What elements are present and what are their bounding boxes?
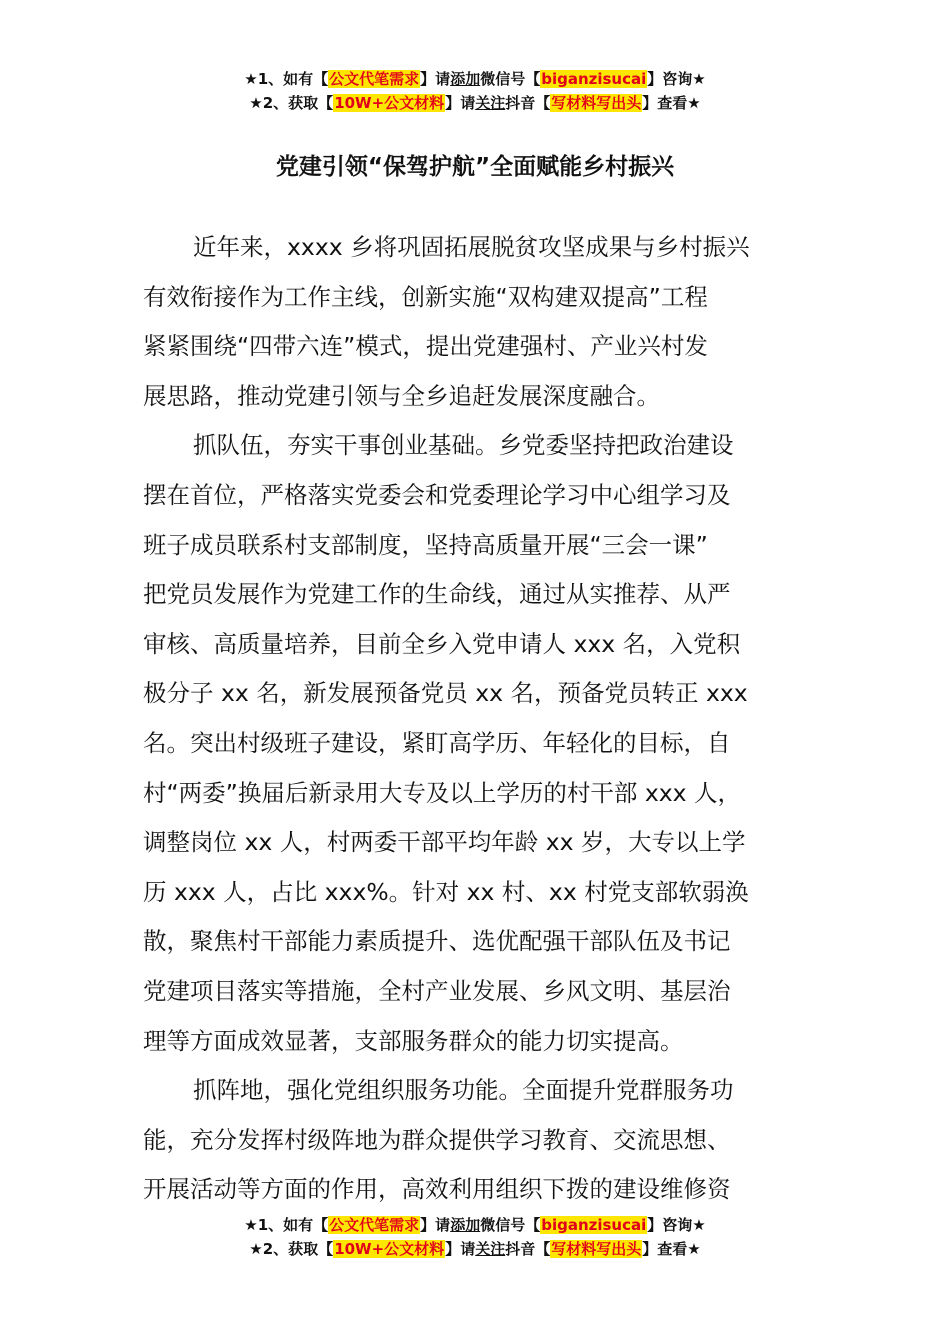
body-line: 历 xxx 人，占比 xxx%。针对 xx 村、xx 村党支部软弱涣: [143, 877, 749, 906]
highlight-service: 公文代笔需求: [329, 70, 420, 88]
body-line: 班子成员联系村支部制度，坚持高质量开展“三会一课”: [143, 530, 708, 559]
body-line: 有效衔接作为工作主线，创新实施“双构建双提高”工程: [143, 282, 708, 311]
highlight-douyin-account: 写材料写出头: [551, 1240, 642, 1258]
banner-line-2: ★2、获取【10W+公文材料】请关注抖音【写材料写出头】查看★: [249, 94, 701, 112]
body-line: 散，聚焦村干部能力素质提升、选优配强干部队伍及书记: [143, 927, 731, 956]
body-line: 展思路，推动党建引领与全乡追赶发展深度融合。: [143, 381, 660, 410]
highlight-materials: 10W+公文材料: [334, 94, 445, 112]
highlight-wechat-id: biganzisucai: [541, 70, 647, 88]
banner-line-1: ★1、如有【公文代笔需求】请添加微信号【biganzisucai】咨询★: [244, 1216, 706, 1234]
body-line: 抓阵地，强化党组织服务功能。全面提升党群服务功: [193, 1076, 734, 1105]
body-line: 摆在首位，严格落实党委会和党委理论学习中心组学习及: [143, 480, 731, 509]
body-line: 紧紧围绕“四带六连”模式，提出党建强村、产业兴村发: [143, 332, 708, 361]
document-body: [143, 223, 829, 1215]
body-line: 开展活动等方面的作用，高效利用组织下拨的建设维修资: [143, 1175, 731, 1204]
banner-line-1: ★1、如有【公文代笔需求】请添加微信号【biganzisucai】咨询★: [244, 70, 706, 88]
highlight-service: 公文代笔需求: [329, 1216, 420, 1234]
body-line: 能，充分发挥村级阵地为群众提供学习教育、交流思想、: [143, 1125, 731, 1154]
body-line: 调整岗位 xx 人，村两委干部平均年龄 xx 岁，大专以上学: [143, 828, 746, 857]
body-line: 把党员发展作为党建工作的生命线，通过从实推荐、从严: [143, 580, 731, 609]
banner-line-2: ★2、获取【10W+公文材料】请关注抖音【写材料写出头】查看★: [249, 1240, 701, 1258]
body-line: 理等方面成效显著，支部服务群众的能力切实提高。: [143, 1026, 684, 1055]
body-line: 村“两委”换届后新录用大专及以上学历的村干部 xxx 人，: [143, 778, 742, 807]
highlight-douyin-account: 写材料写出头: [551, 94, 642, 112]
body-line: 党建项目落实等措施，全村产业发展、乡风文明、基层治: [143, 976, 731, 1005]
body-line: 近年来，xxxx 乡将巩固拓展脱贫攻坚成果与乡村振兴: [193, 233, 750, 261]
body-line: 审核、高质量培养，目前全乡入党申请人 xxx 名，入党积: [143, 629, 741, 658]
highlight-wechat-id: biganzisucai: [541, 1216, 647, 1234]
body-line: 极分子 xx 名，新发展预备党员 xx 名，预备党员转正 xxx: [143, 679, 748, 708]
header-banner: [0, 67, 950, 115]
document-title: 党建引领“保驾护航”全面赋能乡村振兴: [275, 154, 675, 180]
body-line: 名。突出村级班子建设，紧盯高学历、年轻化的目标，自: [143, 728, 731, 757]
body-line: 抓队伍，夯实干事创业基础。乡党委坚持把政治建设: [193, 431, 734, 460]
highlight-materials: 10W+公文材料: [334, 1240, 445, 1258]
footer-banner: [0, 1213, 950, 1261]
